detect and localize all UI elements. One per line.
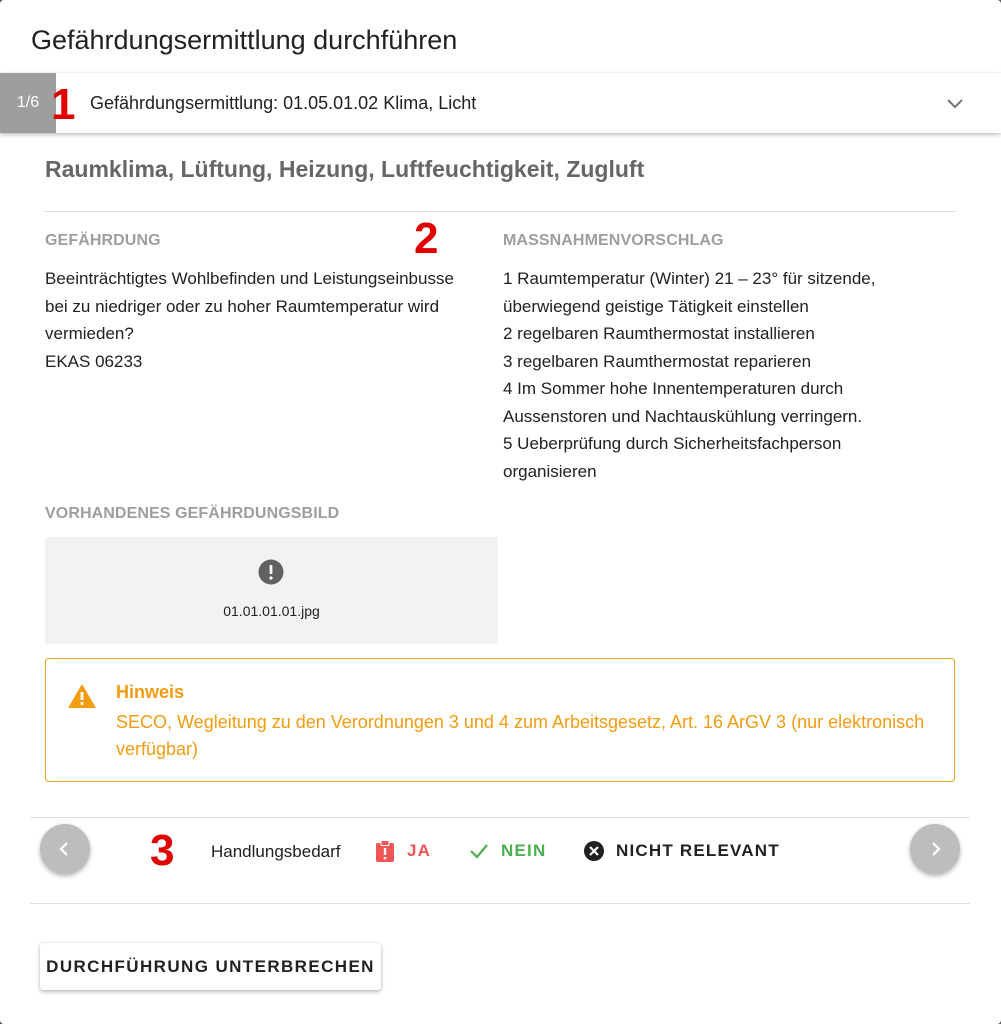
- measure-line: Aussenstoren und Nachtauskühlung verringern.: [503, 406, 863, 426]
- hazard-line: Beeinträchtigtes Wohlbefinden und Leistungseinbusse: [45, 269, 454, 288]
- close-circle-icon: [584, 841, 604, 861]
- section-divider: [45, 211, 955, 212]
- hint-text: SECO, Wegleitung zu den Verordnungen 3 und 4 zum Arbeitsgesetz, Art. 16 ArGV 3 (nur elektronisch verfügbar): [116, 712, 925, 759]
- hazard-description: [45, 265, 454, 375]
- hazard-line: bei zu niedriger oder zu hoher Raumtemperatur wird: [45, 296, 440, 316]
- hint-title: Hinweis: [116, 682, 185, 702]
- action-no-button[interactable]: [469, 838, 546, 864]
- measures-heading: MASSNAHMENVORSCHLAG: [503, 232, 724, 249]
- action-bar-top-divider: [30, 817, 970, 818]
- step-title: Gefährdungsermittlung: 01.05.01.02 Klima, Licht: [90, 92, 477, 113]
- action-no-label: NEIN: [501, 841, 547, 860]
- annotation-marker-1: 1: [51, 80, 76, 129]
- pause-execution-button[interactable]: DURCHFÜHRUNG UNTERBRECHEN: [40, 943, 381, 990]
- existing-image-heading: VORHANDENES GEFÄHRDUNGSBILD: [45, 505, 340, 522]
- hazard-heading: GEFÄHRDUNG: [45, 232, 161, 249]
- measure-line: 3 regelbaren Raumthermostat reparieren: [503, 351, 812, 371]
- annotation-marker-2: 2: [414, 214, 439, 263]
- measures-list: [503, 265, 875, 485]
- section-title: Raumklima, Lüftung, Heizung, Luftfeuchtigkeit, Zugluft: [45, 156, 645, 182]
- chevron-down-icon[interactable]: [945, 93, 965, 113]
- measure-line: 2 regelbaren Raumthermostat installieren: [503, 324, 815, 343]
- existing-image-placeholder[interactable]: [45, 537, 498, 644]
- chevron-right-icon: [926, 840, 944, 858]
- action-required-label: Handlungsbedarf: [211, 842, 341, 861]
- image-filename: 01.01.01.01.jpg: [223, 603, 320, 619]
- action-bar-bottom-divider: [30, 903, 970, 904]
- warning-triangle-icon: [67, 683, 97, 709]
- hint-box: [45, 658, 955, 782]
- action-not-relevant-label: NICHT RELEVANT: [616, 841, 780, 860]
- alert-circle-icon: [258, 559, 284, 585]
- step-counter-badge: 1/6: [0, 73, 56, 133]
- action-not-relevant-button[interactable]: [584, 838, 780, 864]
- chevron-left-icon: [56, 840, 74, 858]
- measure-line: 5 Ueberprüfung durch Sicherheitsfachperson: [503, 434, 842, 453]
- hazard-reference: EKAS 06233: [45, 351, 143, 371]
- hazard-line: vermieden?: [45, 324, 134, 343]
- measure-line: 4 Im Sommer hohe Innentemperaturen durch: [503, 379, 844, 398]
- measure-line: überwiegend geistige Tätigkeit einstellen: [503, 296, 809, 316]
- check-icon: [469, 841, 489, 861]
- measure-line: 1 Raumtemperatur (Winter) 21 – 23° für sitzende,: [503, 269, 876, 288]
- action-yes-label: JA: [407, 841, 432, 860]
- next-step-button[interactable]: [910, 824, 960, 874]
- dialog-title: Gefährdungsermittlung durchführen: [31, 25, 458, 55]
- step-expansion-header[interactable]: [0, 73, 1001, 133]
- measure-line: organisieren: [503, 461, 597, 481]
- clipboard-alert-icon: [375, 840, 395, 862]
- action-yes-button[interactable]: [375, 838, 431, 864]
- previous-step-button[interactable]: [40, 824, 90, 874]
- annotation-marker-3: 3: [150, 826, 175, 875]
